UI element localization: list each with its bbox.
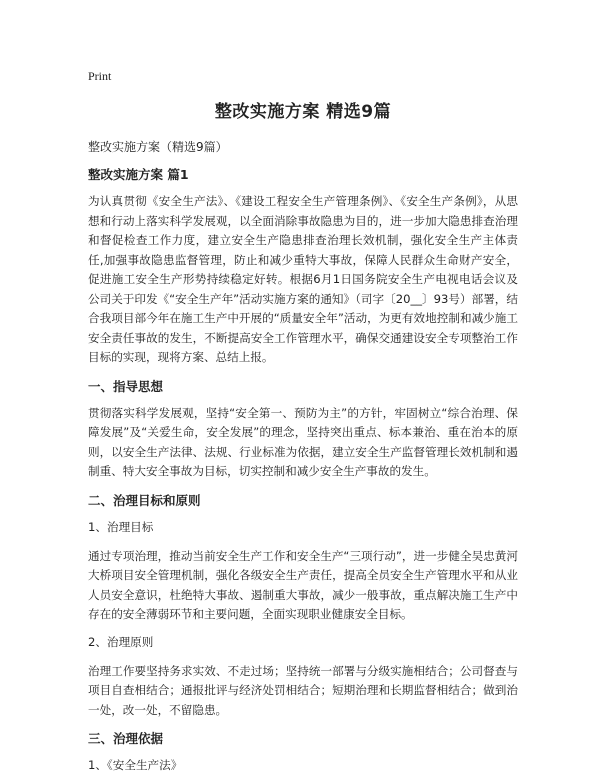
- subheading-goals: 1、治理目标: [88, 519, 154, 534]
- subheading-safety-law: 1、《安全生产法》: [88, 758, 183, 772]
- subheading-principles: 2、治理原则: [88, 634, 154, 649]
- print-link[interactable]: Print: [88, 69, 112, 83]
- principles-paragraph: 治理工作要坚持务求实效、不走过场；坚持统一部署与分级实施相结合；公司督查与项目自查相结合；通报批评与经济处罚相结合；短期治理和长期监督相结合；做到治一处，改一处，不留隐患。: [88, 663, 518, 717]
- section-heading-basis: 三、治理依据: [88, 731, 164, 746]
- goals-paragraph: 通过专项治理，推动当前安全生产工作和安全生产“三项行动”，进一步健全吴忠黄河大桥项目安全管理机制，强化各级安全生产责任，提高全员安全生产管理水平和从业人员安全意识，杜绝特大事故、遏制重大事故，减少一般事故，重点解决施工生产中存在的安全薄弱环节和主要问题，全面实现职业健康安全目标。: [88, 548, 518, 621]
- article-title: 整改实施方案 篇1: [88, 167, 189, 182]
- section-heading-guiding-ideology: 一、指导思想: [88, 378, 164, 394]
- section-heading-goals-principles: 二、治理目标和原则: [88, 492, 201, 508]
- guiding-ideology-paragraph: 贯彻落实科学发展观，坚持“安全第一、预防为主”的方针，牢固树立“综合治理、保障发展”及“关爱生命，安全发展”的理念，坚持突出重点、标本兼治、重在治本的原则，以安全生产法律、法规、行业标准为依据，建立安全生产监督管理长效机制和遏制重、特大安全事故为目标，切实控制和减少安全生产事故的发生。: [88, 405, 518, 478]
- intro-paragraph: 为认真贯彻《安全生产法》、《建设工程安全生产管理条例》、《安全生产条例》，从思想和行动上落实科学发展观，以全面消除事故隐患为目的，进一步加大隐患排查治理和督促检查工作力度，建立安全生产隐患排查治理长效机制，强化安全生产主体责任,加强事故隐患监督管理，防止和减少重特大事故，保障人民群众生命财产安全，促进施工安全生产形势持续稳定好转。根据6月1日国务院安全生产电视电话会议及公司关于印发《“安全生产年”活动实施方案的通知》（司字〔20__〕93号）部署，结合我项目部今年在施工生产中开展的“质量安全年”活动，为更有效地控制和减少施工安全责任事故的发生，不断提高安全工作管理水平，确保交通建设安全专项整治工作目标的实现，现将方案、总结上报。: [88, 194, 518, 364]
- page-title: 整改实施方案 精选9篇: [214, 102, 392, 122]
- document-subtitle: 整改实施方案（精选9篇）: [88, 140, 228, 154]
